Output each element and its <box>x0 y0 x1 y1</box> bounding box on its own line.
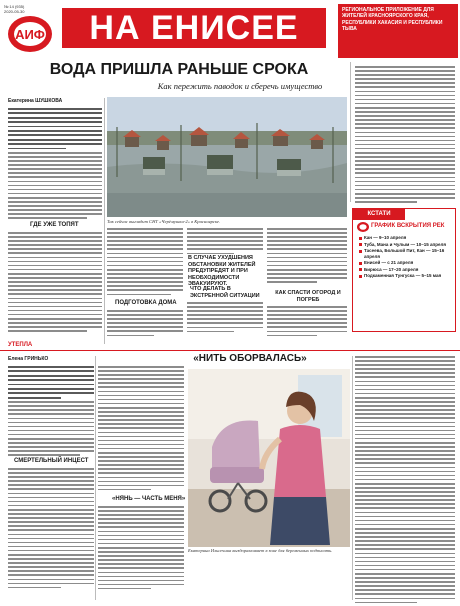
subhead-where-flooding: ГДЕ УЖЕ ТОПЯТ <box>30 222 79 228</box>
list-item-label: Бирюса — 17–20 апреля <box>364 266 419 272</box>
flooded-village-photo <box>107 97 347 217</box>
lead-body-col4 <box>267 228 347 285</box>
section-tag: УТЕПЛА <box>8 342 33 348</box>
logo-text: АИФ <box>15 27 45 42</box>
bullet-icon <box>359 268 362 271</box>
masthead <box>0 0 460 58</box>
lead-body-col4b <box>267 306 347 339</box>
lead-headline: ВОДА ПРИШЛА РАНЬШЕ СРОКА <box>49 61 309 78</box>
lead-intro-text <box>8 108 102 222</box>
issue-date: 2020-05-30 <box>4 9 25 14</box>
section-divider <box>0 350 460 351</box>
column-divider <box>95 356 96 600</box>
lead-body-col3 <box>187 228 263 257</box>
bullet-icon <box>359 275 362 278</box>
lead-subheadline: Как пережить паводок и сберечь имущество <box>157 81 323 91</box>
bullet-icon <box>359 250 362 253</box>
column-divider <box>104 98 105 344</box>
subhead-garden: КАК СПАСТИ ОГОРОД И ПОГРЕБ <box>275 290 341 303</box>
second-headline: «НИТЬ ОБОРВАЛАСЬ» <box>193 353 307 364</box>
list-item-label: Тасеева, Большой Пит, Кан — 15–16 апреля <box>364 248 445 259</box>
second-body-col1 <box>8 366 94 458</box>
list-item-label: Подкаменная Тунгуска — 5–15 мая <box>364 273 442 278</box>
evacuation-callout: В СЛУЧАЕ УХУДШЕНИЯ ОБСТАНОВКИ ЖИТЕЛЕЙ ПРЕДУПРЕДЯТ И ПРИ НЕОБХОДИМОСТИ ЭВАКУИРУЮТ. <box>188 255 256 287</box>
photo-caption-bottom: Екатерина Ильсечина выздоравливает в зоне для беременных подписать. <box>188 548 333 553</box>
list-item-label: Енисей — с 21 апреля <box>364 260 414 265</box>
bullet-icon <box>359 243 362 246</box>
second-body-col2b <box>98 506 184 592</box>
subhead-nanny: «НЯНЬ — ЧАСТЬ МЕНЯ» <box>112 496 186 502</box>
lead-body-col2b <box>107 310 183 339</box>
list-item <box>359 273 455 279</box>
paper-name: НА ЕНИСЕЕ <box>62 8 326 48</box>
sidebar-list <box>359 235 455 280</box>
list-item-label: Туба, Мана и Чулым — 10–15 апреля <box>364 241 447 247</box>
promo-block: РЕГИОНАЛЬНОЕ ПРИЛОЖЕНИЕ ДЛЯ ЖИТЕЛЕЙ КРАСНОЯРСКОГО КРАЯ, РЕСПУБЛИКИ ХАКАСИЯ И РЕСПУБЛИКИ ТЫВА <box>338 4 458 58</box>
bullet-icon <box>359 262 362 265</box>
lead-body-col2 <box>107 228 183 298</box>
second-body-right <box>355 356 455 606</box>
list-item-label: Кан — 9–10 апреля <box>364 235 407 240</box>
list-item <box>359 235 455 241</box>
list-item <box>359 248 455 259</box>
list-item <box>359 242 455 248</box>
lead-body-col3b <box>187 302 263 335</box>
second-body-col1b <box>8 468 94 591</box>
lead-body-col1 <box>8 232 102 334</box>
mother-and-child-photo <box>188 369 350 547</box>
photo-caption-top: Так сейчас выглядит СНТ «Черёмушки-2» в Красноярске. <box>107 219 221 224</box>
list-item <box>359 260 455 266</box>
second-author: Елена ГРИНЬКО <box>8 356 49 362</box>
lead-author: Екатерина ШУШКОВА <box>8 98 63 104</box>
sidebar-tag: КСТАТИ <box>353 209 405 220</box>
list-item <box>359 267 455 273</box>
second-body-col2 <box>98 366 184 493</box>
aif-logo-icon <box>6 12 54 54</box>
aif-mini-logo-icon <box>357 222 369 232</box>
subhead-emergency: ЧТО ДЕЛАТЬ В ЭКСТРЕННОЙ СИТУАЦИИ <box>190 286 260 299</box>
bullet-icon <box>359 237 362 240</box>
issue-number: № 14 (935) <box>4 4 25 9</box>
river-schedule-sidebar <box>352 208 456 332</box>
sidebar-title: ГРАФИК ВСКРЫТИЯ РЕК <box>371 223 445 229</box>
column-divider <box>352 356 353 600</box>
subhead-deadly-incest: СМЕРТЕЛЬНЫЙ ИНЦЕСТ <box>14 458 89 464</box>
subhead-house-prep: ПОДГОТОВКА ДОМА <box>115 300 177 306</box>
column-divider <box>350 62 351 202</box>
lead-body-right <box>355 66 455 205</box>
